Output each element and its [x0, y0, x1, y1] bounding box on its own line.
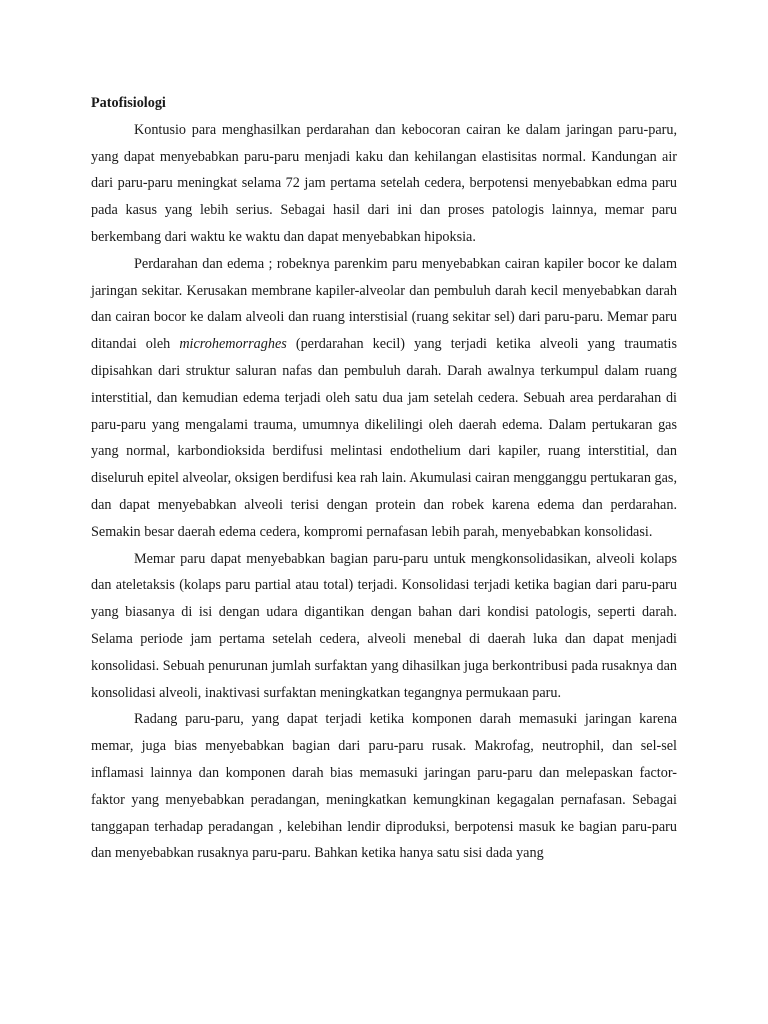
- document-body: [91, 90, 677, 867]
- paragraph-1: Kontusio para menghasilkan perdarahan dan kebocoran cairan ke dalam jaringan paru-paru, yang dapat menyebabkan paru-paru menjadi kaku dan kehilangan elastisitas normal. Kandungan air dari paru-paru meningkat selama 72 jam pertama setelah cedera, berpotensi menyebabkan edma paru pada kasus yang lebih serius. Sebagai hasil dari ini dan proses patologis lainnya, memar paru berkembang dari waktu ke waktu dan dapat menyebabkan hipoksia.: [91, 121, 677, 245]
- paragraph-2-text-before: Perdarahan dan edema ; robeknya parenkim paru menyebabkan cairan kapiler bocor ke dalam jaringan sekitar. Kerusakan membrane kapiler-alveolar dan pembuluh darah kecil menyebabkan darah dan cairan bocor ke dalam alveoli dan ruang interstisial (ruang sekitar sel) dari paru-paru. Memar paru ditandai oleh: [91, 255, 677, 353]
- paragraph-2-italic-term: microhemorraghes: [179, 336, 287, 353]
- paragraph-3: Memar paru dapat menyebabkan bagian paru-paru untuk mengkonsolidasikan, alveoli kolaps dan ateletaksis (kolaps paru partial atau total) terjadi. Konsolidasi terjadi ketika bagian dari paru-paru yang biasanya di isi dengan udara digantikan dengan bahan dari kondisi patologis, seperti darah. Selama periode jam pertama setelah cedera, alveoli menebal di daerah luka dan dapat menjadi konsolidasi. Sebuah penurunan jumlah surfaktan yang dihasilkan juga berkontribusi pada rusaknya dan konsolidasi alveoli, inaktivasi surfaktan meningkatkan tegangnya permukaan paru.: [91, 550, 677, 701]
- paragraph-2-text-after: (perdarahan kecil) yang terjadi ketika alveoli yang traumatis dipisahkan dari struktur saluran nafas dan pembuluh darah. Darah awalnya terkumpul dalam ruang interstitial, dan kemudian edema terjadi oleh satu dua jam setelah cedera. Sebuah area perdarahan di paru-paru yang mengalami trauma, umumnya dikelilingi oleh daerah edema. Dalam pertukaran gas yang normal, karbondioksida berdifusi melintasi endothelium dari kapiler, ruang interstitial, dan diseluruh epitel alveolar, oksigen berdifusi kea rah lain. Akumulasi cairan mengganggu pertukaran gas, dan dapat menyebabkan alveoli terisi dengan protein dan robek karena edema dan perdarahan. Semakin besar daerah edema cedera, kompromi pernafasan lebih parah, menyebabkan konsolidasi.: [91, 336, 677, 540]
- paragraph-2: [91, 251, 677, 546]
- section-heading: Patofisiologi: [91, 95, 166, 111]
- paragraph-4: Radang paru-paru, yang dapat terjadi ketika komponen darah memasuki jaringan karena memar, juga bias menyebabkan bagian dari paru-paru rusak. Makrofag, neutrophil, dan sel-sel inflamasi lainnya dan komponen darah bias memasuki jaringan paru-paru dan melepaskan factor-faktor yang menyebabkan peradangan, meningkatkan kemungkinan kegagalan pernafasan. Sebagai tanggapan terhadap peradangan , kelebihan lendir diproduksi, berpotensi masuk ke bagian paru-paru dan menyebabkan rusaknya paru-paru. Bahkan ketika hanya satu sisi dada yang: [91, 711, 677, 862]
